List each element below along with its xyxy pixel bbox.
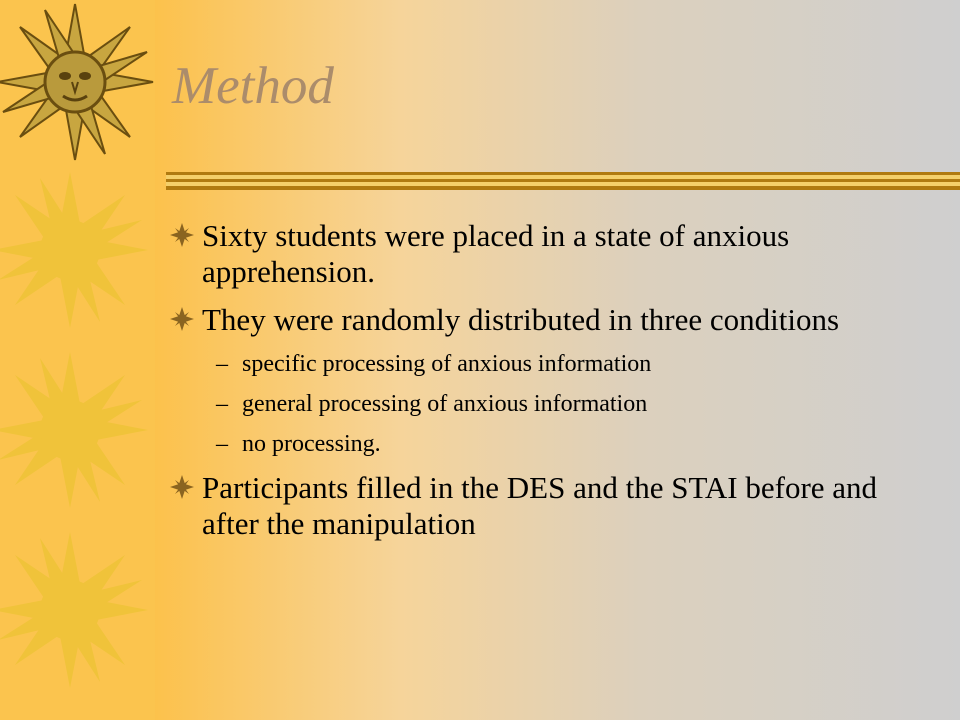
bullet-text: They were randomly distributed in three conditions [202, 302, 840, 337]
title-divider [166, 172, 960, 192]
slide-body [170, 218, 930, 554]
bullet-text: Participants filled in the DES and the STAI before and after the manipulation [202, 470, 878, 541]
bullet-item [170, 302, 930, 338]
sun-decoration [0, 0, 155, 720]
sub-bullet-text: general processing of anxious information [242, 391, 648, 417]
bullet-text: Sixty students were placed in a state of anxious apprehension. [202, 218, 790, 289]
bullet-item [170, 470, 930, 542]
four-point-star-icon [170, 223, 194, 247]
sub-bullet-item [170, 430, 930, 458]
sub-bullet-list [170, 350, 930, 458]
slide-title: Method [172, 57, 334, 115]
sun-face-icon [0, 4, 153, 160]
bullet-item [170, 218, 930, 290]
sun-icon [0, 352, 148, 508]
sub-bullet-item [170, 390, 930, 418]
sun-icon [0, 172, 148, 328]
sun-icon [0, 532, 148, 688]
four-point-star-icon [170, 307, 194, 331]
four-point-star-icon [170, 475, 194, 499]
sub-bullet-item [170, 350, 930, 378]
sub-bullet-text: specific processing of anxious information [242, 351, 652, 377]
dash-marker: – [216, 431, 228, 457]
dash-marker: – [216, 351, 228, 377]
dash-marker: – [216, 391, 228, 417]
decorative-strip [0, 0, 155, 720]
sub-bullet-text: no processing. [242, 431, 381, 457]
